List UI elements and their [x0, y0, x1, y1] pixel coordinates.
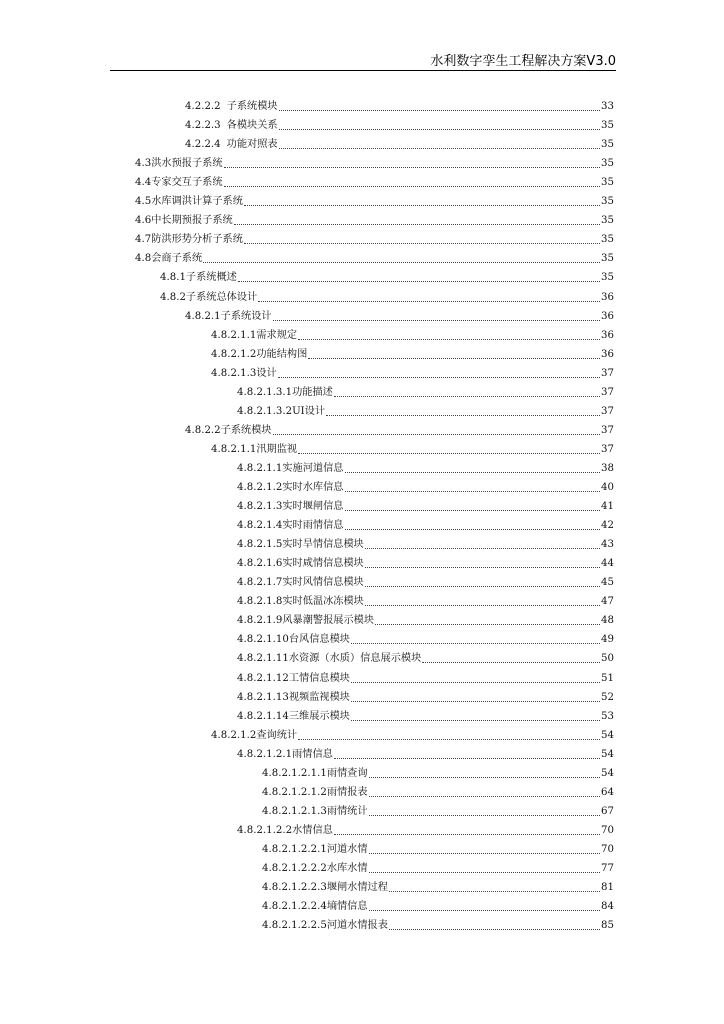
toc-entry-number: 4.8.2.2	[185, 424, 221, 436]
toc-dot-leader	[238, 281, 600, 282]
toc-entry-title: 三维展示模块	[288, 710, 350, 722]
toc-dot-leader	[279, 129, 600, 130]
toc-entry-page: 48	[601, 615, 614, 627]
toc-entry-title: 水资源（水质）信息展示模块	[288, 653, 422, 665]
toc-entry-page: 64	[601, 786, 614, 798]
toc-dot-leader	[375, 624, 600, 625]
toc-entry[interactable]	[237, 536, 614, 552]
toc-dot-leader	[326, 415, 600, 416]
toc-entry-title: 墒情信息	[326, 901, 368, 913]
toc-entry-number: 4.8.2.1.2.2.4	[262, 901, 327, 913]
toc-entry-page: 43	[601, 539, 614, 551]
toc-entry-number: 4.8.2.1.6	[237, 558, 283, 570]
toc-entry-title: 堰闸水情过程	[326, 882, 388, 894]
toc-entry-title: 实时旱情信息模块	[282, 539, 364, 551]
toc-dot-leader	[224, 186, 601, 187]
toc-entry-number: 4.4	[135, 177, 152, 189]
toc-entry-number: 4.8.2.1.7	[237, 577, 283, 589]
toc-entry[interactable]	[262, 841, 614, 857]
toc-dot-leader	[351, 701, 600, 702]
toc-dot-leader	[369, 872, 600, 873]
toc-entry[interactable]	[160, 269, 614, 285]
toc-entry-number: 4.8.2.1.3.2	[237, 405, 293, 417]
toc-entry-page: 36	[601, 329, 614, 341]
toc-entry-number: 4.8.1	[160, 272, 186, 284]
toc-entry-title: 雨情查询	[326, 767, 368, 779]
toc-entry[interactable]	[211, 727, 614, 743]
toc-entry-title: 会商子系统	[151, 253, 203, 265]
toc-entry-page: 84	[601, 901, 614, 913]
toc-entry-number: 4.6	[135, 215, 152, 227]
toc-entry-title: 各模块关系	[226, 120, 278, 132]
toc-entry[interactable]	[237, 650, 614, 666]
toc-entry-number: 4.8.2.1.13	[237, 691, 289, 703]
toc-entry-title: 河道水情报表	[326, 920, 388, 932]
toc-entry-page: 51	[601, 672, 614, 684]
toc-dot-leader	[298, 339, 600, 340]
toc-entry-number: 4.8.2.1.2.2.1	[262, 843, 327, 855]
toc-entry-page: 33	[601, 101, 614, 112]
toc-entry-number: 4.8.2.1.2	[211, 729, 257, 741]
toc-entry-page: 45	[601, 577, 614, 589]
toc-entry[interactable]	[135, 250, 614, 266]
toc-entry-page: 35	[601, 177, 614, 189]
toc-entry-title: 实时水库信息	[282, 482, 344, 493]
toc-entry[interactable]	[237, 689, 614, 705]
toc-dot-leader	[365, 548, 600, 549]
toc-entry-title: 实施河道信息	[282, 462, 344, 474]
toc-entry-page: 54	[601, 729, 614, 741]
toc-dot-leader	[389, 929, 600, 930]
toc-entry-page: 35	[601, 120, 614, 132]
toc-entry-title: 中长期预报子系统	[151, 215, 233, 227]
toc-entry-page: 67	[601, 805, 614, 817]
toc-entry-page: 70	[601, 843, 614, 855]
toc-entry-page: 37	[601, 386, 614, 398]
toc-entry[interactable]	[237, 479, 614, 495]
toc-entry-title: 台风信息模块	[288, 634, 350, 646]
document-title: 水利数字孪生工程解决方案V3.0	[430, 54, 616, 69]
toc-entry-page: 36	[601, 348, 614, 360]
toc-entry[interactable]	[185, 98, 614, 114]
toc-entry-page: 81	[601, 882, 614, 894]
toc-entry-number: 4.8.2.1.1	[211, 443, 257, 455]
toc-entry-title: 子系统总体设计	[185, 291, 258, 303]
toc-dot-leader	[365, 605, 600, 606]
toc-entry-page: 54	[601, 748, 614, 760]
toc-entry-number: 4.8.2.1.3	[211, 367, 257, 379]
toc-entry[interactable]	[262, 803, 614, 819]
toc-entry-number: 4.8.2.1.5	[237, 539, 283, 551]
toc-entry[interactable]	[262, 765, 614, 781]
toc-dot-leader	[351, 682, 600, 683]
toc-entry-title: 实时低温冰冻模块	[282, 596, 364, 608]
toc-entry[interactable]	[237, 746, 614, 762]
toc-entry[interactable]	[211, 441, 614, 457]
toc-entry-title: 子系统模块	[226, 101, 278, 112]
toc-dot-leader	[389, 891, 600, 892]
toc-entry-number: 4.8.2.1.3.1	[237, 386, 293, 398]
toc-entry-number: 4.8.2.1.14	[237, 710, 289, 722]
toc-dot-leader	[244, 205, 600, 206]
toc-entry[interactable]	[211, 365, 614, 381]
toc-dot-leader	[351, 720, 600, 721]
toc-entry-number: 4.8.2.1.1	[237, 462, 283, 474]
toc-dot-leader	[224, 167, 601, 168]
toc-entry[interactable]	[211, 327, 614, 343]
toc-dot-leader	[279, 110, 600, 111]
toc-entry-number: 4.8.2.1.4	[237, 520, 283, 532]
toc-dot-leader	[365, 586, 600, 587]
toc-entry-number: 4.8.2.1.2.2	[237, 824, 293, 836]
toc-dot-leader	[273, 320, 600, 321]
toc-entry-number: 4.8.2	[160, 291, 186, 303]
toc-entry-title: 雨情报表	[326, 786, 368, 798]
toc-entry-number: 4.8.2.1.2.2.5	[262, 920, 327, 932]
toc-entry-title: 功能结构图	[256, 348, 308, 360]
toc-entry-number: 4.2.2.4	[185, 139, 221, 151]
toc-entry[interactable]	[237, 822, 614, 838]
toc-entry-page: 37	[601, 443, 614, 455]
toc-entry[interactable]	[237, 555, 614, 571]
toc-entry-number: 4.8.2.1.10	[237, 634, 289, 646]
toc-entry[interactable]	[237, 612, 614, 628]
toc-entry-number: 4.8.2.1.2	[211, 348, 257, 360]
toc-entry-title: 水情信息	[292, 824, 333, 836]
toc-entry-page: 37	[601, 367, 614, 379]
toc-entry-page: 52	[601, 691, 614, 703]
toc-dot-leader	[365, 567, 600, 568]
toc-entry-number: 4.8.2.1.2.1.1	[262, 767, 327, 779]
toc-dot-leader	[203, 262, 600, 263]
toc-entry[interactable]	[135, 212, 614, 228]
toc-dot-leader	[278, 377, 600, 378]
toc-entry-number: 4.8.2.1.2.1	[237, 748, 293, 760]
toc-entry[interactable]	[135, 193, 614, 209]
toc-entry-title: 雨情信息	[292, 748, 333, 760]
toc-dot-leader	[273, 434, 600, 435]
toc-entry[interactable]	[237, 593, 614, 609]
toc-dot-leader	[279, 148, 600, 149]
page-header	[110, 48, 616, 71]
toc-entry[interactable]	[237, 498, 614, 514]
toc-entry[interactable]	[185, 117, 614, 133]
toc-entry-title: 雨情统计	[326, 805, 368, 817]
toc-dot-leader	[345, 472, 601, 473]
toc-entry-number: 4.3	[135, 158, 152, 170]
toc-entry[interactable]	[135, 155, 614, 171]
toc-entry[interactable]	[135, 231, 614, 247]
toc-entry-title: 设计	[256, 367, 277, 379]
toc-entry-page: 35	[601, 139, 614, 151]
toc-entry-page: 35	[601, 234, 614, 246]
toc-entry[interactable]	[237, 460, 614, 476]
toc-entry-title: 子系统设计	[220, 310, 272, 322]
toc-entry-title: 汛期监视	[256, 443, 298, 455]
toc-dot-leader	[369, 796, 600, 797]
toc-entry[interactable]	[262, 898, 614, 914]
toc-entry[interactable]	[135, 174, 614, 190]
toc-dot-leader	[351, 643, 600, 644]
toc-dot-leader	[369, 815, 600, 816]
toc-entry-title: 查询统计	[256, 729, 298, 741]
toc-entry[interactable]	[262, 860, 614, 876]
toc-dot-leader	[258, 301, 600, 302]
toc-entry-number: 4.8.2.1.11	[237, 653, 289, 665]
toc-entry-title: 子系统模块	[220, 424, 272, 436]
toc-dot-leader	[244, 243, 600, 244]
toc-entry[interactable]	[237, 384, 614, 400]
toc-dot-leader	[298, 739, 600, 740]
toc-entry[interactable]	[185, 308, 614, 324]
toc-entry[interactable]	[237, 631, 614, 647]
toc-dot-leader	[345, 529, 601, 530]
toc-entry[interactable]	[262, 784, 614, 800]
toc-dot-leader	[345, 510, 601, 511]
toc-entry-title: 实时雨情信息	[282, 520, 344, 532]
toc-entry-page: 54	[601, 767, 614, 779]
toc-dot-leader	[422, 662, 600, 663]
toc-entry-number: 4.8.2.1.2.2.2	[262, 863, 327, 874]
toc-dot-leader	[308, 358, 600, 359]
toc-dot-leader	[234, 224, 600, 225]
toc-entry-number: 4.8.2.1.3	[237, 501, 283, 513]
toc-entry-number: 4.8.2.1.12	[237, 672, 289, 684]
toc-entry-page: 35	[601, 272, 614, 284]
toc-entry[interactable]	[237, 574, 614, 590]
toc-entry-page: 47	[601, 596, 614, 608]
toc-entry-title: UI设计	[292, 405, 326, 417]
toc-entry-page: 53	[601, 710, 614, 722]
toc-entry-page: 36	[601, 310, 614, 322]
toc-dot-leader	[334, 758, 600, 759]
toc-dot-leader	[369, 910, 600, 911]
toc-entry-page: 49	[601, 634, 614, 646]
toc-entry-number: 4.8.2.1.8	[237, 596, 283, 608]
toc-entry-title: 子系统概述	[185, 272, 237, 284]
toc-entry[interactable]	[262, 917, 614, 933]
toc-entry[interactable]	[237, 670, 614, 686]
toc-entry-number: 4.8	[135, 253, 152, 265]
toc-entry-title: 实时风情信息模块	[282, 577, 364, 589]
toc-entry-number: 4.2.2.2	[185, 101, 221, 112]
toc-entry-title: 水库调洪计算子系统	[151, 196, 243, 208]
toc-entry[interactable]	[237, 517, 614, 533]
toc-dot-leader	[298, 453, 600, 454]
toc-entry-title: 专家交互子系统	[151, 177, 223, 189]
toc-entry-title: 工情信息模块	[288, 672, 350, 684]
toc-entry-number: 4.8.2.1.2.1.3	[262, 805, 327, 817]
toc-entry[interactable]	[211, 346, 614, 362]
toc-entry-page: 42	[601, 520, 614, 532]
toc-entry-title: 需求规定	[256, 329, 298, 341]
toc-entry-title: 视频监视模块	[288, 691, 350, 703]
toc-entry-page: 44	[601, 558, 614, 570]
toc-entry[interactable]	[237, 403, 614, 419]
toc-entry-title: 风暴潮警报展示模块	[282, 615, 375, 627]
toc-entry[interactable]	[262, 879, 614, 895]
toc-dot-leader	[334, 396, 600, 397]
toc-entry-page: 85	[601, 920, 614, 932]
toc-dot-leader	[334, 834, 600, 835]
toc-dot-leader	[345, 491, 601, 492]
toc-entry-page: 35	[601, 196, 614, 208]
toc-dot-leader	[369, 777, 600, 778]
toc-entry-page: 41	[601, 501, 614, 513]
toc-entry-number: 4.8.2.1.1	[211, 329, 257, 341]
toc-entry-title: 实时堰闸信息	[282, 501, 344, 513]
toc-entry-page: 37	[601, 405, 614, 417]
toc-entry-number: 4.2.2.3	[185, 120, 221, 132]
toc-entry-title: 河道水情	[326, 843, 368, 855]
toc-entry-title: 实时咸情信息模块	[282, 558, 364, 570]
toc-entry-title: 功能对照表	[226, 139, 278, 151]
toc-entry-title: 防洪形势分析子系统	[151, 234, 243, 246]
toc-entry-number: 4.8.2.1.2.2.3	[262, 882, 327, 894]
toc-entry[interactable]	[185, 422, 614, 438]
toc-entry-title: 功能描述	[292, 386, 333, 398]
toc-entry[interactable]	[237, 708, 614, 724]
toc-entry-page: 70	[601, 824, 614, 836]
toc-entry-page: 36	[601, 291, 614, 303]
toc-entry-page: 35	[601, 215, 614, 227]
toc-entry-page: 37	[601, 424, 614, 436]
toc-entry-number: 4.8.2.1.2	[237, 482, 283, 493]
toc-entry-page: 35	[601, 253, 614, 265]
toc-entry-page: 77	[601, 863, 614, 874]
toc-entry-number: 4.8.2.1.2.1.2	[262, 786, 327, 798]
toc-entry-number: 4.8.2.1.9	[237, 615, 283, 627]
toc-entry-page: 50	[601, 653, 614, 665]
toc-entry-title: 水库水情	[326, 863, 368, 874]
toc-entry-number: 4.8.2.1	[185, 310, 221, 322]
toc-dot-leader	[369, 853, 600, 854]
toc-entry-title: 洪水预报子系统	[151, 158, 223, 170]
toc-entry-page: 40	[601, 482, 614, 493]
toc-entry[interactable]	[160, 289, 614, 305]
toc-entry-number: 4.5	[135, 196, 152, 208]
toc-entry-page: 35	[601, 158, 614, 170]
toc-entry-number: 4.7	[135, 234, 152, 246]
toc-entry[interactable]	[185, 136, 614, 152]
toc-entry-page: 38	[601, 462, 614, 474]
